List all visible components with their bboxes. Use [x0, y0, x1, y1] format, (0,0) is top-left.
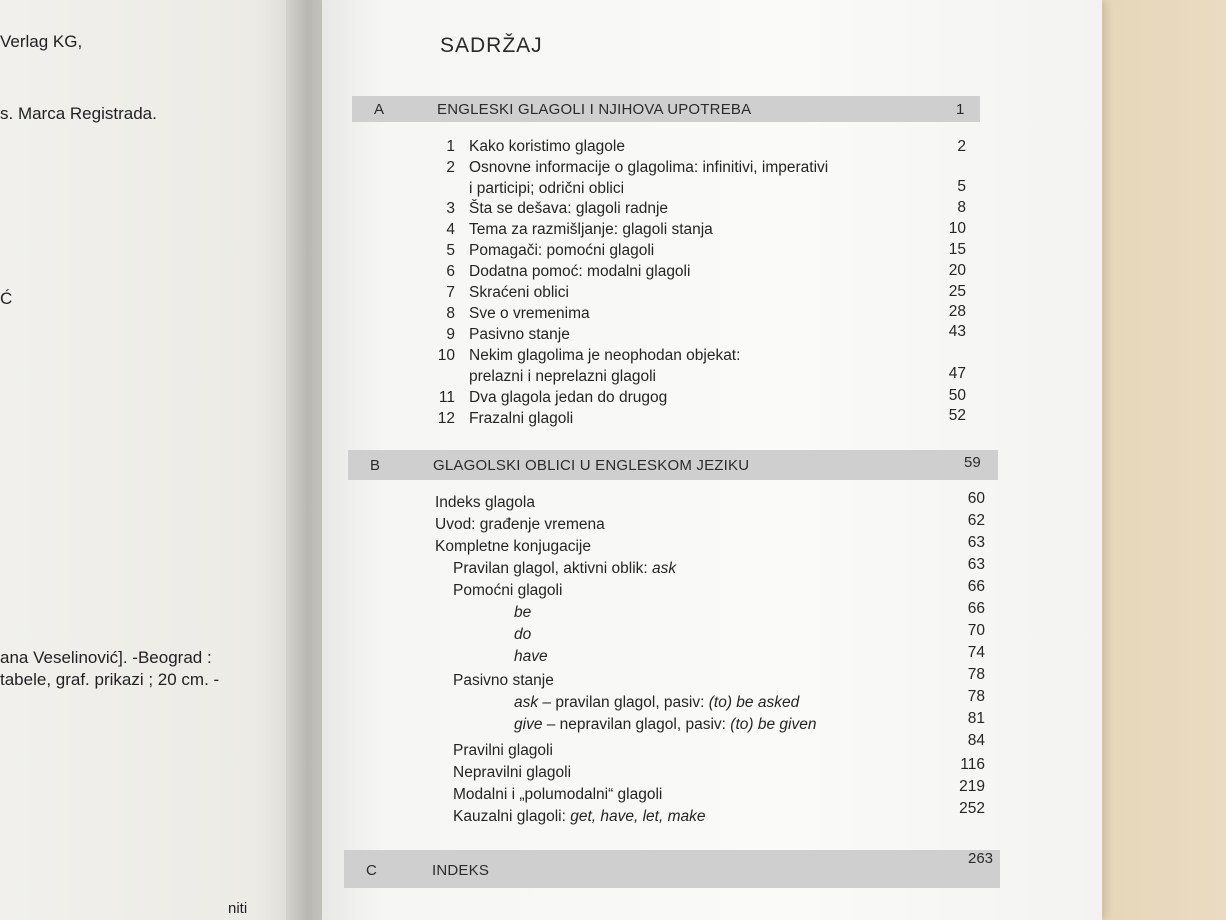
entry-number: 7	[446, 284, 455, 301]
toc-entry[interactable]	[453, 582, 562, 600]
toc-entry[interactable]	[514, 648, 548, 666]
section-letter: C	[366, 862, 377, 879]
entry-page: 63	[967, 534, 985, 551]
entry-title: Kako koristimo glagole	[469, 138, 625, 155]
entry-page: 219	[959, 778, 985, 795]
entry-page: 47	[948, 365, 966, 382]
entry-title: – pravilan glagol, pasiv:	[538, 694, 709, 711]
entry-page: 52	[948, 407, 966, 424]
entry-page: 60	[967, 490, 985, 507]
entry-number: 8	[446, 305, 455, 322]
entry-number: 2	[446, 159, 455, 176]
left-text-line: s. Marca Registrada.	[0, 104, 157, 123]
entry-page: 78	[967, 666, 985, 683]
entry-page: 15	[948, 241, 966, 258]
entry-title: – nepravilan glagol, pasiv:	[542, 716, 731, 733]
toc-entry[interactable]	[514, 604, 531, 622]
section-page: 59	[964, 454, 981, 471]
entry-italic-term: be	[514, 604, 532, 621]
entry-page: 2	[957, 138, 966, 155]
entry-number: 3	[446, 200, 455, 217]
entry-page: 25	[948, 283, 966, 300]
section-page: 263	[968, 850, 994, 867]
entry-title: Nepravilni glagoli	[453, 764, 572, 781]
entry-number: 5	[446, 242, 455, 259]
entry-title: i participi; odrični oblici	[469, 180, 625, 197]
toc-entry[interactable]	[435, 494, 535, 512]
page-edges	[1098, 0, 1226, 920]
left-page	[0, 0, 300, 920]
section-header-c	[344, 850, 1000, 888]
entry-title: Pasivno stanje	[469, 326, 570, 343]
entry-title: prelazni i neprelazni glagoli	[469, 368, 656, 385]
left-text-line: Ć	[0, 289, 13, 308]
toc-entry[interactable]	[453, 764, 571, 782]
entry-title: Uvod: građenje vremena	[435, 516, 605, 533]
entry-title: Indeks glagola	[435, 494, 535, 511]
left-text-line: ana Veselinović]. -Beograd :	[0, 648, 212, 667]
section-title: GLAGOLSKI OBLICI U ENGLESKOM JEZIKU	[433, 457, 750, 474]
entry-number: 11	[438, 389, 455, 406]
entry-page: 8	[957, 199, 966, 216]
entry-page: 28	[948, 303, 966, 320]
entry-title: Frazalni glagoli	[469, 410, 574, 427]
entry-number: 6	[446, 263, 455, 280]
section-header-b	[348, 450, 998, 480]
section-letter: B	[370, 457, 381, 474]
entry-page: 78	[967, 688, 985, 705]
entry-title: Skraćeni oblici	[469, 284, 569, 301]
entry-title: Pasivno stanje	[453, 672, 554, 689]
toc-entry[interactable]	[453, 560, 676, 578]
toc-entry[interactable]	[514, 626, 531, 644]
entry-page: 62	[967, 512, 985, 529]
toc-entry[interactable]	[453, 808, 705, 826]
entry-italic-term: do	[514, 626, 532, 643]
entry-page: 63	[967, 556, 985, 573]
section-header-a	[352, 96, 980, 122]
entry-page: 116	[960, 756, 985, 773]
entry-number: 10	[437, 347, 455, 364]
entry-page: 70	[967, 622, 985, 639]
section-title: INDEKS	[432, 862, 490, 879]
entry-title: Modalni i „polumodalni“ glagoli	[453, 786, 663, 803]
entry-title: Kompletne konjugacije	[435, 538, 591, 555]
entry-title: Pomoćni glagoli	[453, 582, 563, 599]
entry-title: Dodatna pomoć: modalni glagoli	[469, 263, 691, 280]
entry-number: 12	[437, 410, 455, 427]
toc-entry[interactable]	[435, 516, 605, 534]
entry-italic-term: (to) be asked	[708, 694, 800, 711]
toc-entry[interactable]	[435, 538, 591, 556]
toc-entry[interactable]	[453, 672, 554, 690]
toc-entry[interactable]	[514, 694, 799, 712]
entry-title: Dva glagola jedan do drugog	[469, 389, 668, 406]
entry-title: Sve o vremenima	[469, 305, 590, 322]
entry-number: 4	[446, 221, 455, 238]
section-letter: A	[374, 101, 385, 118]
toc-entry[interactable]	[514, 716, 816, 734]
toc-title: SADRŽAJ	[440, 34, 543, 57]
entry-title: Kauzalni glagoli:	[453, 808, 571, 825]
entry-title: Nekim glagolima je neophodan objekat:	[469, 347, 741, 364]
section-title: ENGLESKI GLAGOLI I NJIHOVA UPOTREBA	[437, 101, 752, 118]
entry-title: Pravilan glagol, aktivni oblik:	[453, 560, 653, 577]
left-text-line: niti	[228, 900, 248, 917]
entry-italic-term: get, have, let, make	[570, 808, 706, 825]
entry-page: 10	[948, 220, 966, 237]
entry-page: 252	[959, 800, 985, 817]
entry-page: 5	[957, 178, 966, 195]
entry-title: Osnovne informacije o glagolima: infinitivi, imperativi	[469, 159, 829, 176]
entry-italic-term: ask	[514, 694, 539, 711]
entry-title: Pomagači: pomoćni glagoli	[469, 242, 655, 259]
entry-title: Šta se dešava: glagoli radnje	[469, 200, 669, 217]
entry-page: 66	[967, 578, 985, 595]
entry-italic-term: give	[514, 716, 543, 733]
entry-title: Tema za razmišljanje: glagoli stanja	[469, 221, 713, 238]
left-text-line: Verlag KG,	[0, 32, 83, 51]
entry-title: Pravilni glagoli	[453, 742, 553, 759]
entry-page: 84	[967, 732, 985, 749]
toc-entry[interactable]	[453, 786, 662, 804]
entry-italic-term: (to) be given	[730, 716, 817, 733]
left-text-line: tabele, graf. prikazi ; 20 cm. -	[0, 670, 220, 689]
toc-entry[interactable]	[453, 742, 553, 760]
section-page: 1	[956, 101, 965, 118]
entry-page: 74	[967, 644, 985, 661]
entry-page: 43	[948, 323, 966, 340]
entry-italic-term: ask	[652, 560, 677, 577]
entry-page: 20	[948, 262, 966, 279]
entry-number: 9	[446, 326, 455, 343]
entry-number: 1	[446, 138, 455, 155]
entry-page: 50	[948, 387, 966, 404]
entry-page: 66	[967, 600, 985, 617]
entry-italic-term: have	[514, 648, 548, 665]
entry-page: 81	[967, 710, 985, 727]
